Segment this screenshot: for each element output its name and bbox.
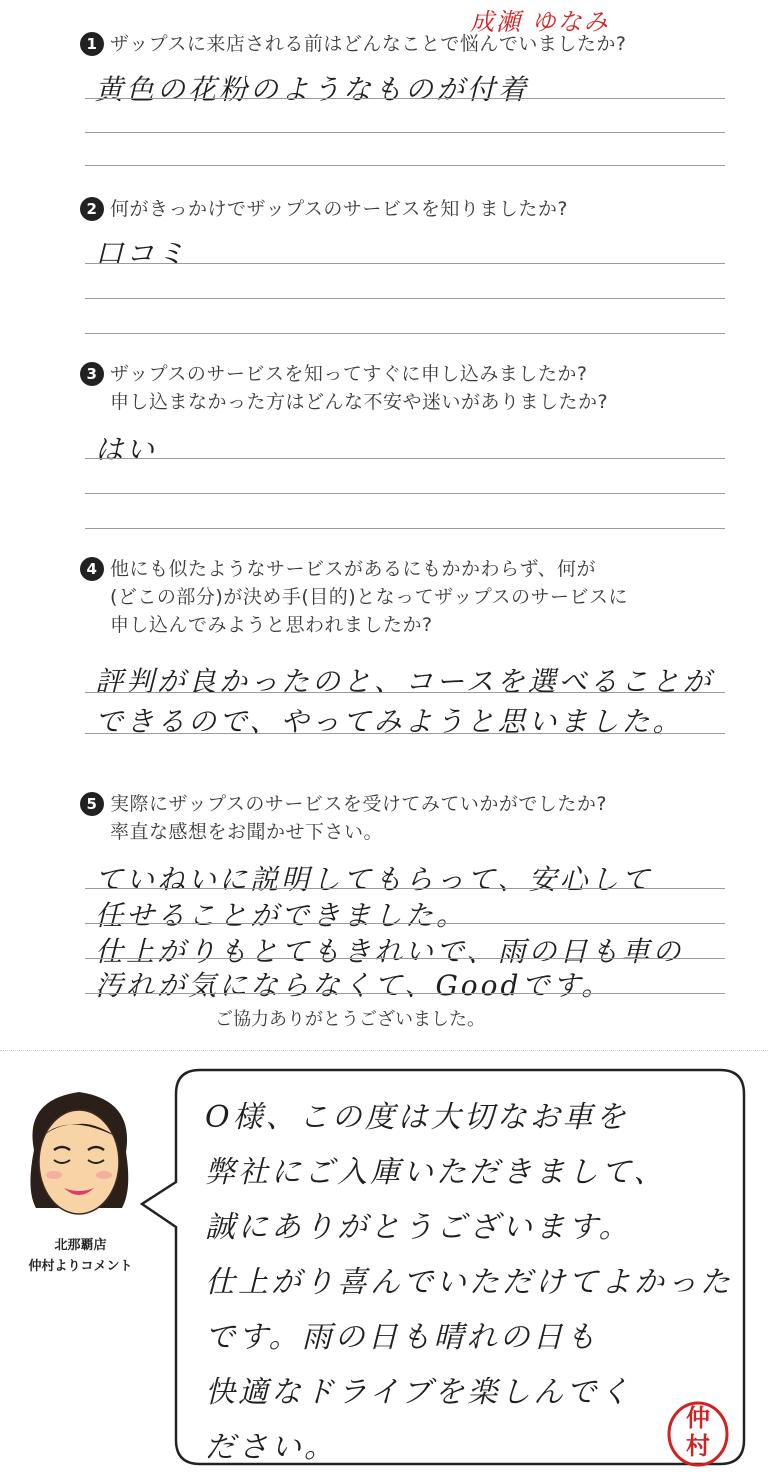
rule bbox=[85, 993, 725, 994]
seal-text bbox=[666, 1404, 730, 1460]
answer-4-line-1: 評判が良かったのと、コースを選べることが bbox=[95, 665, 714, 698]
rule bbox=[85, 692, 725, 693]
question-text: 申し込まなかった方はどんな不安や迷いがありましたか? bbox=[110, 391, 609, 413]
rule bbox=[85, 298, 725, 299]
answer-4-line-2: できるので、やってみようと思いました。 bbox=[95, 705, 684, 738]
question-4 bbox=[80, 555, 628, 639]
store-name: 北那覇店 bbox=[54, 1238, 107, 1253]
rule bbox=[85, 458, 725, 459]
question-text: 他にも似たようなサービスがあるにもかかわらず、何が bbox=[110, 558, 596, 580]
question-text: 何がきっかけでザップスのサービスを知りましたか? bbox=[110, 198, 568, 220]
comment-line: 誠にありがとうございます。 bbox=[205, 1210, 632, 1245]
comment-line: O様、この度は大切なお車を bbox=[205, 1100, 629, 1135]
question-text: (どこの部分)が決め手(目的)となってザップスのサービスに bbox=[110, 586, 629, 608]
answer-1-line-1: 黄色の花粉のようなものが付着 bbox=[95, 73, 530, 106]
rule bbox=[85, 958, 725, 959]
question-1 bbox=[80, 30, 626, 58]
question-text: 率直な感想をお聞かせ下さい。 bbox=[110, 821, 384, 843]
answer-5-line-3: 仕上がりもとてもきれいで、雨の日も車の bbox=[95, 935, 684, 968]
question-text: 実際にザップスのサービスを受けてみていかがでしたか? bbox=[110, 793, 607, 815]
question-number: 1 bbox=[80, 32, 104, 56]
question-3 bbox=[80, 360, 608, 416]
question-number: 5 bbox=[80, 792, 104, 816]
answer-5-line-4: 汚れが気にならなくて、Goodです。 bbox=[95, 969, 613, 1002]
thanks-message: ご協力ありがとうございました。 bbox=[215, 1009, 485, 1030]
rule bbox=[85, 923, 725, 924]
question-number: 4 bbox=[80, 557, 104, 581]
answer-3-line-1: はい bbox=[95, 433, 158, 466]
question-text: ザップスのサービスを知ってすぐに申し込みましたか? bbox=[110, 363, 588, 385]
comment-line: 仕上がり喜んでいただけてよかった bbox=[205, 1265, 733, 1300]
comment-label: 仲村よりコメント bbox=[28, 1259, 133, 1274]
rule bbox=[85, 888, 725, 889]
section-divider bbox=[0, 1050, 768, 1051]
staff-avatar bbox=[14, 1080, 144, 1230]
rule bbox=[85, 733, 725, 734]
answer-2-line-1: 口コミ bbox=[95, 237, 189, 270]
question-number: 2 bbox=[80, 197, 104, 221]
rule bbox=[85, 132, 725, 133]
rule bbox=[85, 263, 725, 264]
question-text: ザップスに来店される前はどんなことで悩んでいましたか? bbox=[110, 33, 627, 55]
staff-label bbox=[8, 1235, 153, 1277]
customer-name: 成瀬 ゆなみ bbox=[470, 8, 610, 36]
comment-line: 快適なドライブを楽しんでく bbox=[205, 1375, 633, 1410]
rule bbox=[85, 98, 725, 99]
staff-comment bbox=[205, 1090, 733, 1475]
comment-line: ださい。 bbox=[205, 1430, 337, 1465]
seal-name: 仲村 bbox=[686, 1403, 710, 1460]
rule bbox=[85, 493, 725, 494]
rule bbox=[85, 528, 725, 529]
question-text: 申し込んでみようと思われましたか? bbox=[110, 614, 433, 636]
rule bbox=[85, 165, 725, 166]
answer-5-line-2: 任せることができました。 bbox=[95, 899, 468, 932]
answer-5-line-1: ていねいに説明してもらって、安心して bbox=[95, 863, 653, 896]
question-5 bbox=[80, 790, 607, 846]
question-2 bbox=[80, 195, 568, 223]
comment-line: 弊社にご入庫いただきまして、 bbox=[205, 1155, 667, 1190]
rule bbox=[85, 333, 725, 334]
comment-line: です。雨の日も晴れの日も bbox=[205, 1320, 599, 1355]
question-number: 3 bbox=[80, 362, 104, 386]
